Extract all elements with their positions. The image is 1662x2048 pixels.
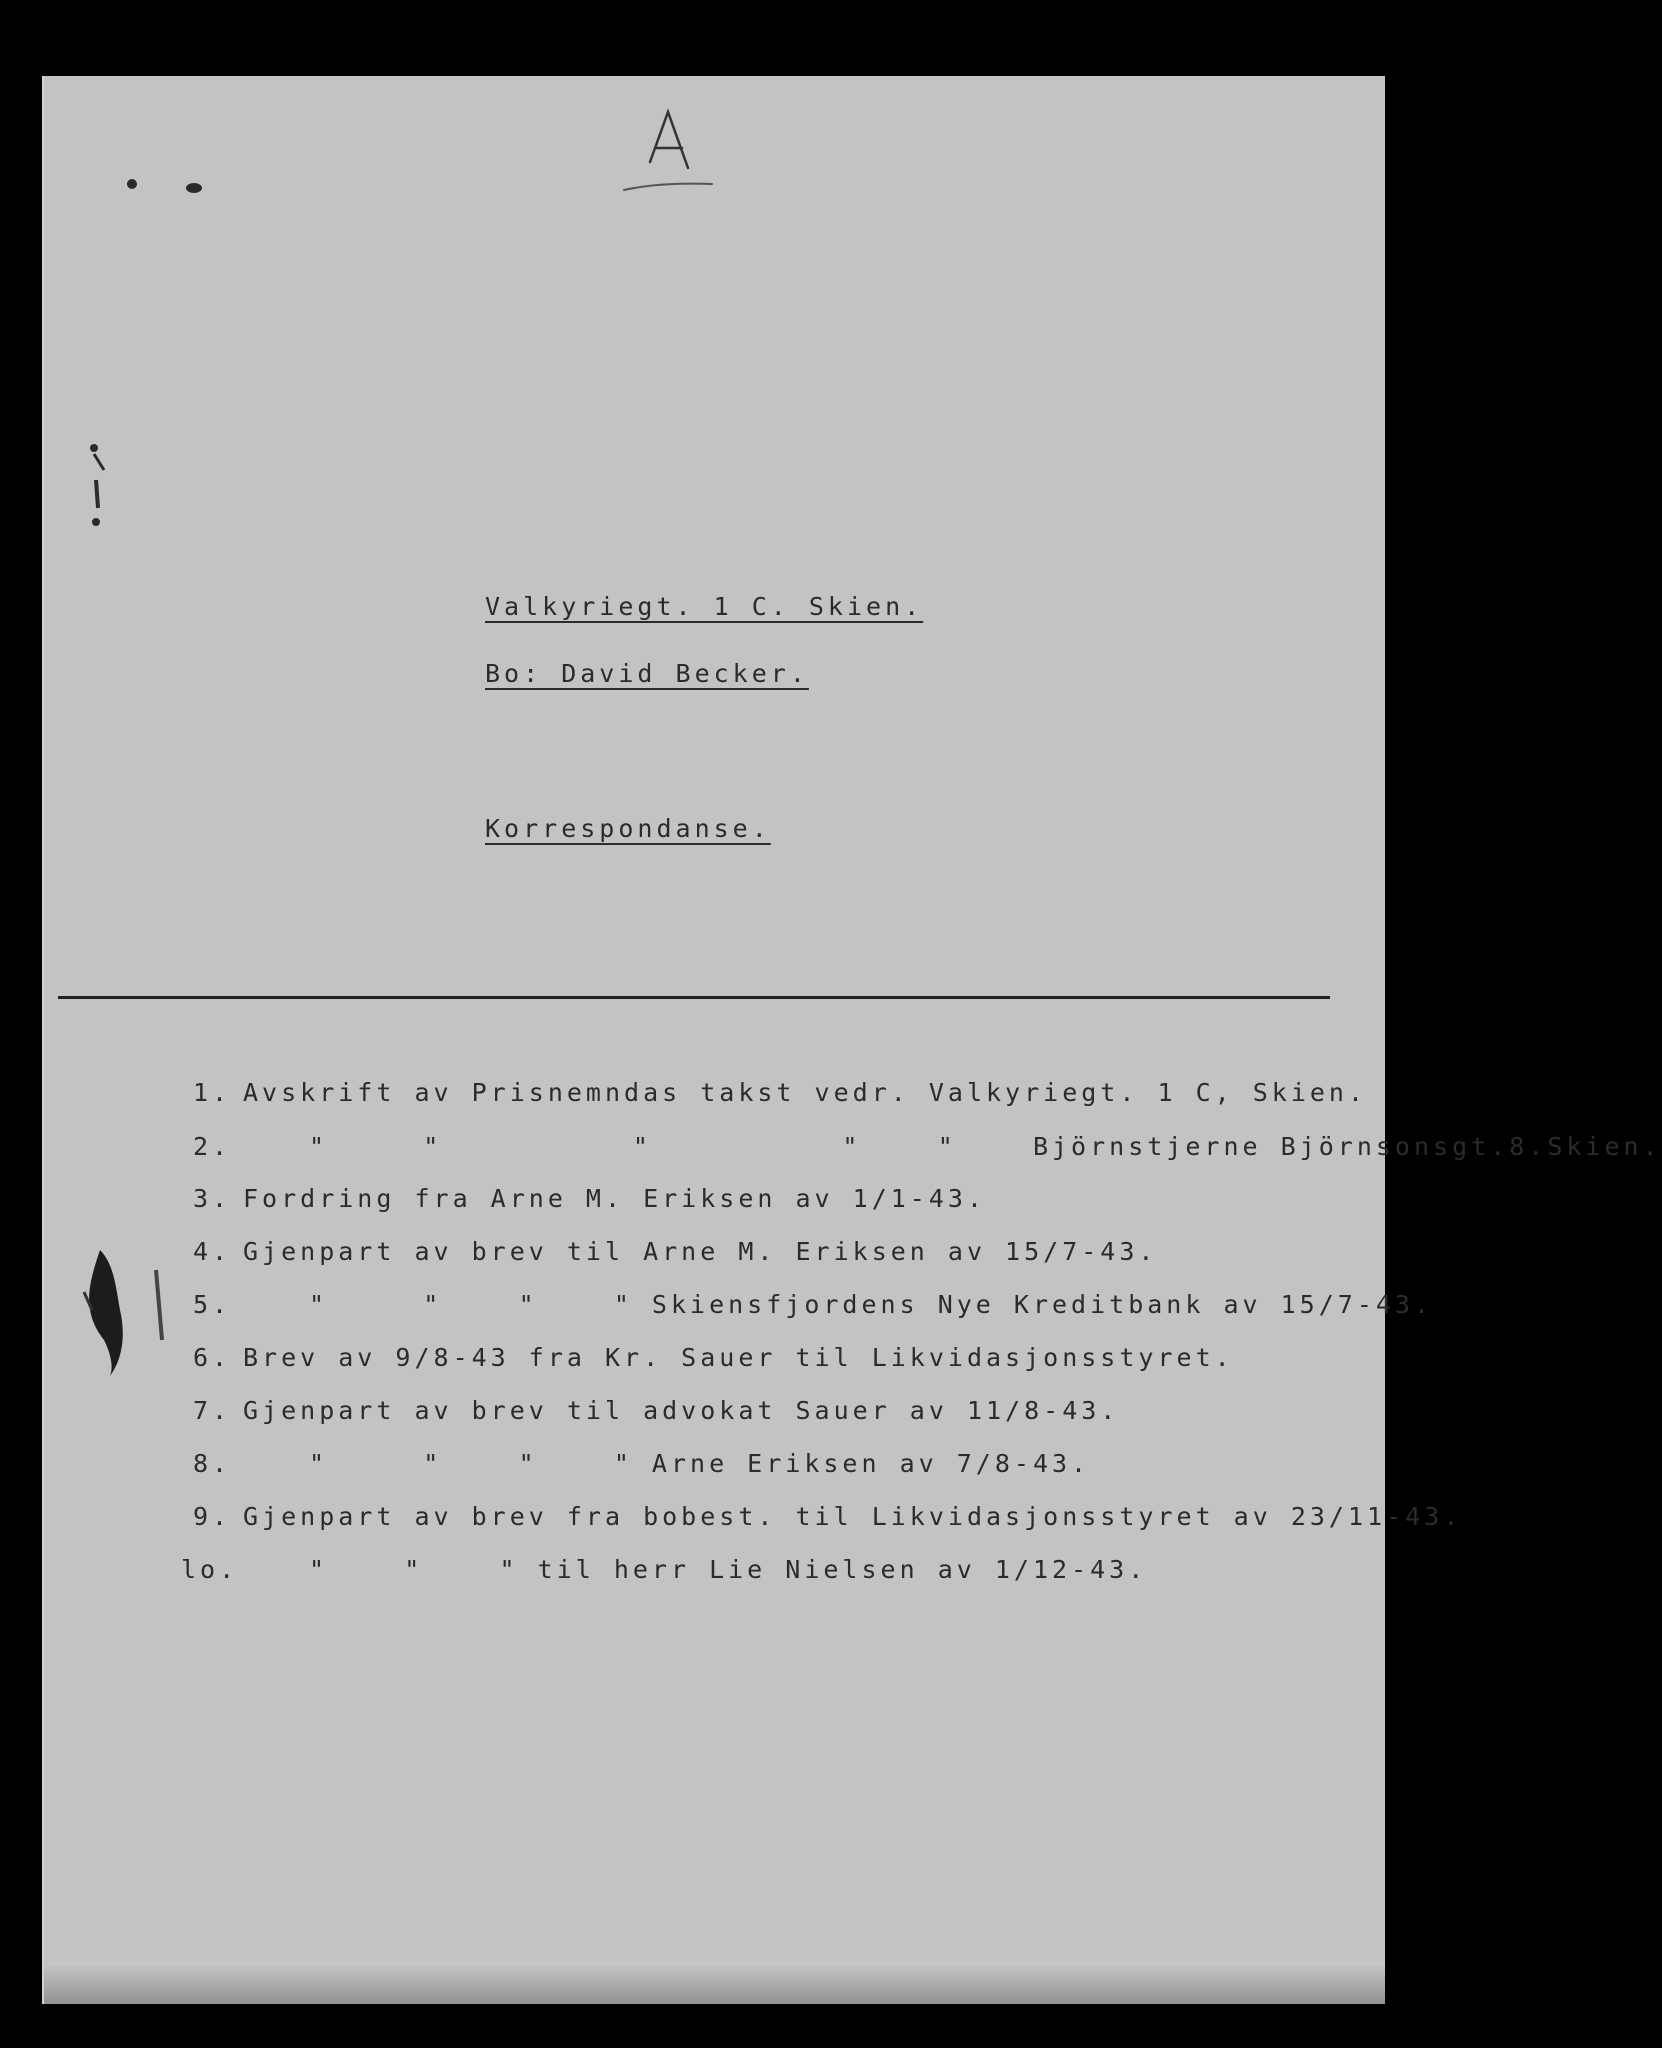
heading: Korrespondanse. xyxy=(485,814,771,843)
list-item-text: Fordring fra Arne M. Eriksen av 1/1-43. xyxy=(243,1184,986,1213)
list-item xyxy=(0,1132,1662,1166)
list-item-number: 4. xyxy=(193,1237,232,1266)
list-item xyxy=(0,1449,1465,1483)
handwritten-letter-a xyxy=(620,104,715,196)
list-item-number: 8. xyxy=(193,1449,232,1478)
estate-line: Bo: David Becker. xyxy=(485,659,809,688)
list-item-text: Brev av 9/8-43 fra Kr. Sauer til Likvidasjonsstyret. xyxy=(243,1343,1234,1372)
list-item-text: " " " til herr Lie Nielsen av 1/12-43. xyxy=(309,1555,1148,1584)
list-item xyxy=(0,1396,1465,1430)
list-item xyxy=(0,1184,1465,1218)
list-item-text: Gjenpart av brev til Arne M. Eriksen av 15/7-43. xyxy=(243,1237,1158,1266)
list-item-text: Gjenpart av brev til advokat Sauer av 11/8-43. xyxy=(243,1396,1120,1425)
list-item-number: 7. xyxy=(193,1396,232,1425)
margin-marks xyxy=(78,440,118,530)
horizontal-divider xyxy=(58,996,1330,999)
list-item-number: 3. xyxy=(193,1184,232,1213)
list-item-text: Avskrift av Prisnemndas takst vedr. Valkyriegt. 1 C, Skien. xyxy=(243,1078,1368,1107)
list-item-number: 5. xyxy=(193,1290,232,1319)
address-line: Valkyriegt. 1 C. Skien. xyxy=(485,592,924,621)
list-item-text: " " " " Skiensfjordens Nye Kreditbank av 15/7-43. xyxy=(309,1290,1434,1319)
page-bottom-shading xyxy=(44,1962,1385,2004)
list-item xyxy=(0,1343,1465,1377)
list-item xyxy=(0,1555,1465,1589)
list-item xyxy=(0,1078,1465,1112)
list-item xyxy=(0,1290,1465,1324)
list-item-text: Gjenpart av brev fra bobest. til Likvidasjonsstyret av 23/11-43. xyxy=(243,1502,1463,1531)
list-item xyxy=(0,1502,1465,1536)
list-item-text: " " " " Arne Eriksen av 7/8-43. xyxy=(309,1449,1091,1478)
list-item-number: 9. xyxy=(193,1502,232,1531)
list-item-number: 2. xyxy=(193,1132,232,1161)
list-item-number: 1. xyxy=(193,1078,232,1107)
list-item-text: " " " " " Björnstjerne Björnsonsgt.8.Skien. xyxy=(309,1132,1662,1161)
list-item-number: lo. xyxy=(181,1555,239,1584)
list-item xyxy=(0,1237,1465,1271)
ink-specks xyxy=(120,170,210,210)
list-item-number: 6. xyxy=(193,1343,232,1372)
document-page xyxy=(42,76,1385,2004)
